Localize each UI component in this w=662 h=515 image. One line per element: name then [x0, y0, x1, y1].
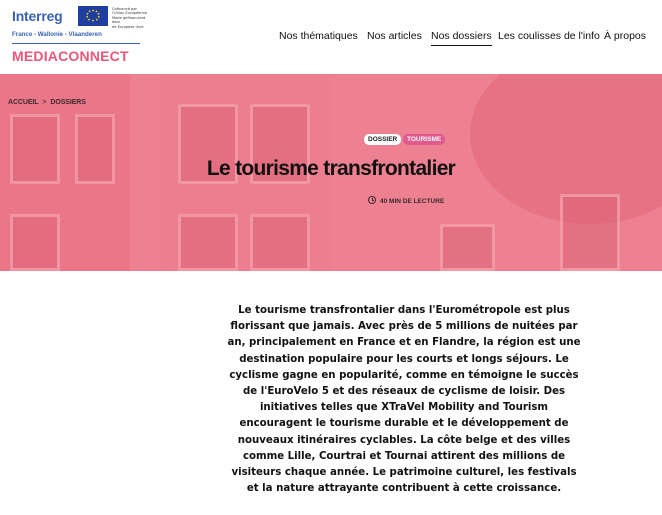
logo-mediaconnect-wordmark: MEDIACONNECT: [12, 48, 129, 64]
breadcrumb: [8, 99, 86, 106]
eu-cofunding-text: Cofinancé par l'Union Européenne Mede gefinancierd door de Europese Unie: [112, 7, 148, 29]
page-title: Le tourisme transfrontalier: [206, 157, 456, 180]
article-summary: Le tourisme transfrontalier dans l'Eurométropole est plus florissant que jamais. Avec près de 5 millions de nuitées par an, principalement en France et en Flandre, la région est une destination populaire pour les courts et longs séjours. Le cyclisme gagne en popularité, comme en témoigne le succès de l'EuroVelo 5 et des réseaux de cyclisme de loisir. Des initiatives telles que XTraVel Mobility and Tourism encouragent le tourisme durable et le développement de nouveaux itinéraires cyclables. La côte belge et des villes comme Lille, Courtrai et Tournai attirent des millions de visiteurs chaque année. Le patrimoine culturel, les festivals et la nature attrayante contribuent à cette croissance.: [227, 305, 581, 495]
reading-time-label: 40 MIN DE LECTURE: [380, 198, 445, 205]
badge-category-tag[interactable]: TOURISME: [403, 134, 445, 145]
nav-item-a-propos[interactable]: À propos: [604, 30, 647, 42]
nav-item-articles[interactable]: Nos articles: [367, 30, 422, 42]
clock-icon: [368, 196, 376, 204]
reading-time: [368, 196, 444, 205]
nav-item-thematiques[interactable]: Nos thématiques: [279, 30, 358, 42]
breadcrumb-current[interactable]: DOSSIERS: [50, 99, 86, 106]
eu-flag-icon: [78, 6, 108, 26]
badge-content-type: DOSSIER: [364, 134, 401, 145]
breadcrumb-home-link[interactable]: ACCUEIL: [8, 99, 39, 106]
logo-interreg-wordmark: Interreg: [12, 8, 63, 24]
logo-program-name: France - Wallonie - Vlaanderen: [12, 31, 102, 38]
nav-item-coulisses[interactable]: Les coulisses de l'info: [498, 30, 600, 42]
site-header: [0, 0, 662, 74]
main-nav: [0, 30, 662, 46]
chevron-right-icon: >: [42, 99, 47, 106]
nav-item-dossiers[interactable]: Nos dossiers: [431, 30, 492, 42]
